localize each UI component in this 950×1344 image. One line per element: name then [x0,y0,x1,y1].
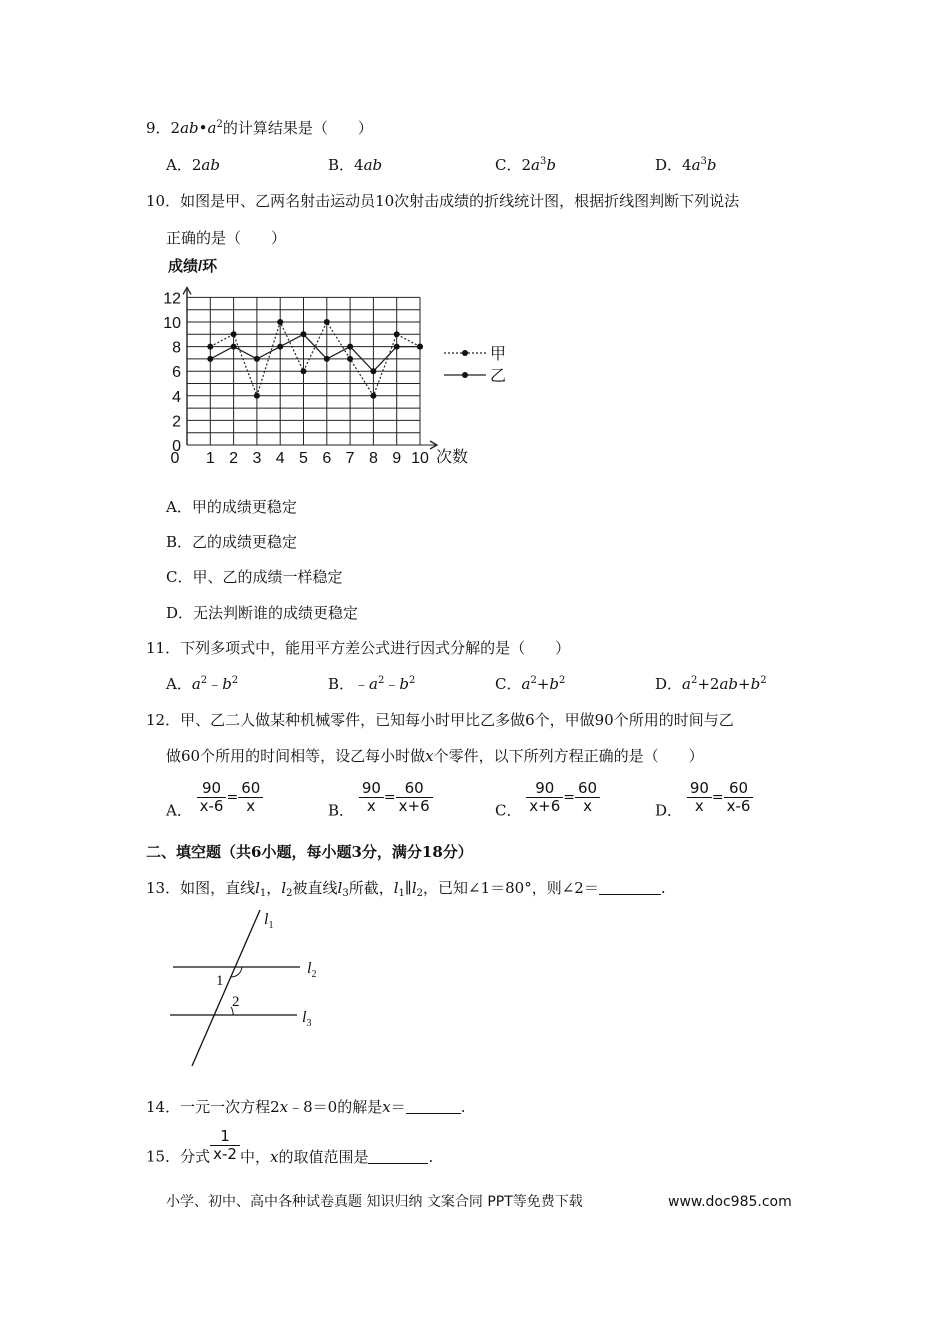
x-tick-label: 8 [368,450,378,467]
data-point-甲 [277,319,283,325]
data-point-甲 [370,393,376,399]
label-angle-1: 1 [216,973,224,989]
q11-option-a: A．$a^2﹣b^2$ [166,675,239,693]
q14-prompt: 14．一元一次方程2x﹣8＝0的解是x＝ . [146,1098,466,1116]
x-tick-label: 1 [205,450,215,467]
q9-option-b: B．4ab [328,156,383,174]
legend-label-乙: 乙 [490,368,507,385]
legend-label-甲: 甲 [490,346,507,363]
data-point-乙 [394,344,400,350]
data-point-甲 [207,344,213,350]
data-point-甲 [254,393,260,399]
score-line-chart [160,252,520,472]
parallel-lines-figure [160,908,350,1073]
footer-url[interactable]: www.doc985.com [668,1194,792,1210]
q15-fraction: $\frac{1}{x-2}$ [210,1128,240,1163]
data-point-甲 [301,368,307,374]
y-tick-label: 8 [172,339,181,357]
q12-option-b: B． $\frac{90}{x}$ = $\frac{60}{x+6}$ [328,780,433,821]
q11-option-c: C．$a^2+b^2$ [495,675,566,693]
q13-answer-blank[interactable] [599,880,661,895]
y-tick-label: 2 [172,413,181,431]
data-point-乙 [254,356,260,362]
label-l3: $l_3$ [302,1009,312,1029]
data-point-甲 [231,331,237,337]
data-point-乙 [417,344,423,350]
data-point-甲 [347,356,353,362]
q10-prompt-line2: 正确的是（ ） [166,229,287,247]
chart-legend [444,345,506,385]
q11-prompt: 11．下列多项式中，能用平方差公式进行因式分解的是（ ） [146,639,571,657]
footer-text: 小学、初中、高中各种试卷真题 知识归纳 文案合同 PPT等免费下载 [166,1194,583,1210]
label-l2: $l_2$ [307,960,317,980]
q10-option-b: B．乙的成绩更稳定 [166,533,298,551]
q13-prompt: 13．如图，直线$l_1$，$l_2$被直线$l_3$所截，$l_1\parallel l_2$，已知∠1＝80°，则∠2＝ . [146,879,666,899]
x-tick-label: 10 [411,450,429,467]
label-angle-2: 2 [232,994,240,1010]
y-tick-label: 6 [172,364,181,382]
q9-option-c: C．$2a^3b$ [495,156,556,174]
y-tick-label: 10 [163,315,181,332]
legend-marker-乙 [462,372,468,378]
q10-option-c: C．甲、乙的成绩一样稳定 [166,568,343,586]
chart-y-label: 成绩/环 [168,258,218,275]
q12-option-c: C． $\frac{90}{x+6}$ = $\frac{60}{x}$ [495,780,600,821]
q15-answer-blank[interactable] [368,1149,428,1164]
x-tick-label: 4 [275,450,285,467]
q10-option-d: D．无法判断谁的成绩更稳定 [166,604,359,622]
x-tick-label: 9 [392,450,402,467]
q15-prompt: 15．分式 $\frac{1}{x-2}$ 中，x的取值范围是 . [146,1127,434,1166]
data-point-乙 [207,356,213,362]
section-2-title: 二、填空题（共6小题，每小题3分，满分18分） [146,843,473,861]
q10-prompt-line1: 10．如图是甲、乙两名射击运动员10次射击成绩的折线统计图，根据折线图判断下列说法 [146,192,740,210]
q12-prompt-line1: 12．甲、乙二人做某种机械零件，已知每小时甲比乙多做6个，甲做90个所用的时间与乙 [146,711,734,729]
data-point-甲 [324,319,330,325]
y-tick-label: 4 [172,388,181,406]
chart-x-label: 次数 [436,449,469,466]
y-tick-label: 0 [172,438,181,455]
series-line-乙 [210,334,420,371]
x-tick-label: 7 [345,450,355,467]
q9-prompt: 9．$2ab•a^2$的计算结果是（ ） [146,119,373,137]
data-point-乙 [277,344,283,350]
data-point-乙 [370,368,376,374]
q12-option-d: D． $\frac{90}{x}$ = $\frac{60}{x-6}$ [655,780,753,821]
q12-option-a: A． $\frac{90}{x-6}$ = $\frac{60}{x}$ [166,780,263,821]
q10-option-a: A．甲的成绩更稳定 [166,498,297,516]
x-tick-label: 2 [229,450,239,467]
q14-answer-blank[interactable] [406,1099,461,1114]
x-tick-label: 5 [299,450,308,467]
x-tick-label: 3 [252,450,262,467]
data-point-乙 [347,344,353,350]
data-point-乙 [324,356,330,362]
legend-marker-甲 [462,350,468,356]
y-tick-label: 12 [163,290,181,308]
line-l1 [192,910,260,1066]
data-point-甲 [394,331,400,337]
x-tick-label: 0 [170,450,180,467]
q12-prompt-line2: 做60个所用的时间相等，设乙每小时做x个零件，以下所列方程正确的是（ ） [166,747,704,765]
q9-option-a: A．2ab [166,156,220,174]
q9-option-d: D．$4a^3b$ [655,156,717,174]
x-tick-label: 6 [322,450,332,467]
data-point-乙 [301,331,307,337]
q11-option-b: B．$﹣a^2﹣b^2$ [328,675,416,693]
data-point-乙 [231,344,237,350]
label-l1: $l_1$ [264,911,274,931]
q11-option-d: D．$a^2+2ab+b^2$ [655,675,767,693]
